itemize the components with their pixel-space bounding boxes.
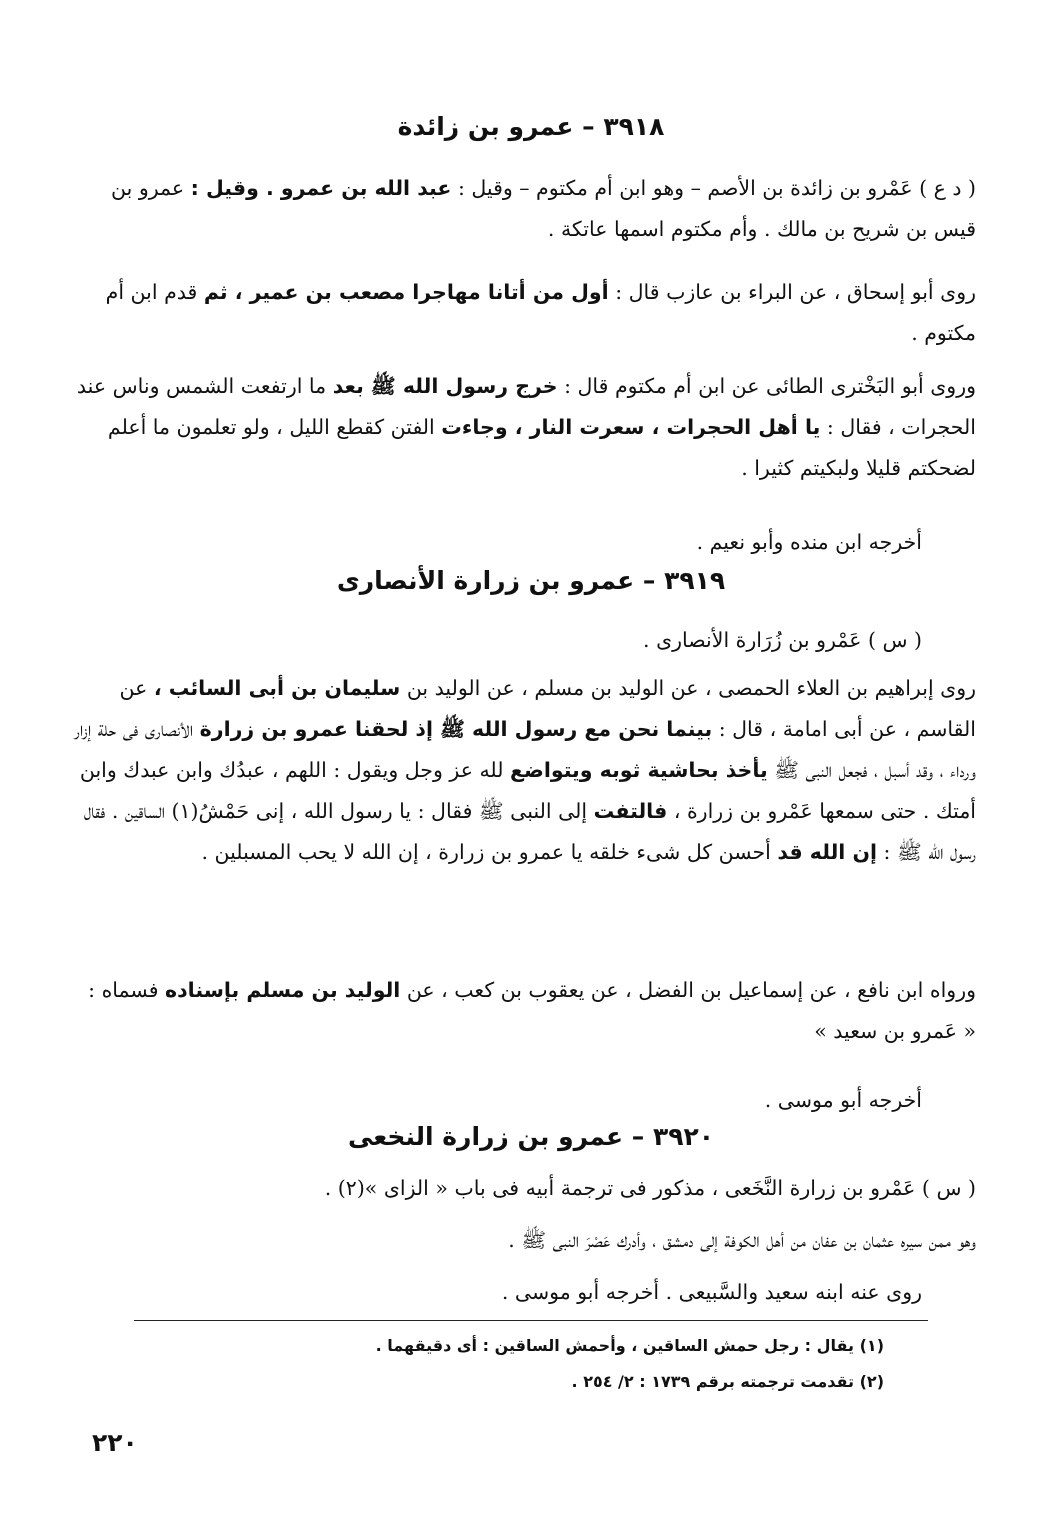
entry-3918-para-2: [70, 272, 976, 354]
entry-3918-para-3: [70, 366, 976, 489]
bold-run: إن الله قد: [777, 840, 877, 864]
page-number: ٢٢٠: [92, 1428, 138, 1457]
text-run: أخرجه ابن منده وأبو نعيم .: [696, 530, 922, 554]
text-run: ( د ع ) عَمْرو بن زائدة بن الأصم – وهو ابن أم مكتوم – وقيل :: [451, 176, 976, 200]
entry-3918-para-1: [70, 168, 976, 250]
text-run: ( س ) عَمْرو بن زُرَارة الأنصارى .: [643, 628, 922, 652]
entry-3919-para-1: [70, 620, 922, 661]
text-run: روى إبراهيم بن العلاء الحمصى ، عن الوليد بن مسلم ، عن الوليد بن: [400, 676, 976, 700]
bold-run: فالتفت: [593, 799, 668, 823]
bold-run: يا أهل الحجرات ، سعرت النار ، وجاءت: [441, 415, 821, 439]
text-run: الأنصارى فى حلة إزار ورداء ، وقد أسبل ، فجعل النبى ﷺ: [74, 717, 976, 782]
bold-run: خرج رسول الله ﷺ بعد: [332, 374, 558, 398]
entry-3919-para-2: [70, 668, 976, 873]
text-run: لله عز وجل ويقول : اللهم ، عبدُك وابن عبدك وابن أمتك . حتى سمعها عَمْرو بن زرارة ،: [79, 758, 976, 823]
footnote-2: (٢) تقدمت ترجمته برقم ١٧٣٩ : ٢/ ٢٥٤ .: [571, 1372, 884, 1391]
text-run: إلى النبى ﷺ فقال : يا رسول الله ، إنى حَمْشُ(١) الساقين . فقال رسول الله ﷺ :: [83, 799, 976, 864]
text-run: روى أبو إسحاق ، عن البراء بن عازب قال :: [608, 280, 976, 304]
text-run: قدم ابن أم مكتوم .: [105, 280, 976, 345]
footnote-separator: [134, 1320, 928, 1321]
text-run: ( س ) عَمْرو بن زرارة النَّخَعى ، مذكور فى ترجمة أبيه فى باب « الزاى »(٢) .: [324, 1176, 976, 1200]
entry-heading-3919: ٣٩١٩ – عمرو بن زرارة الأنصارى: [336, 566, 726, 595]
bold-run: بينما نحن مع رسول الله ﷺ إذ لحقنا عمرو بن زرارة: [199, 717, 713, 741]
text-run: ما ارتفعت الشمس وناس عند الحجرات ، فقال :: [76, 374, 976, 439]
text-run: الفتن كقطع الليل ، ولو تعلمون ما أعلم لضحكتم قليلا ولبكيتم كثيرا .: [107, 415, 976, 480]
entry-heading-3920: ٣٩٢٠ – عمرو بن زرارة النخعى: [348, 1122, 714, 1151]
entry-heading-3918: ٣٩١٨ – عمرو بن زائدة: [397, 112, 665, 141]
text-run: ورواه ابن نافع ، عن إسماعيل بن الفضل ، عن يعقوب بن كعب ، عن: [400, 978, 976, 1002]
entry-3920-para-3: [70, 1272, 922, 1313]
text-run: وهو ممن سيره عثمان بن عفان من أهل الكوفة إلى دمشق ، وأدرك عَصْرَ النبى ﷺ .: [508, 1228, 976, 1252]
entry-3919-para-4: [70, 1080, 922, 1121]
bold-run: يأخذ بحاشية ثوبه ويتواضع: [510, 758, 768, 782]
text-run: وروى أبو البَخْترى الطائى عن ابن أم مكتوم قال :: [557, 374, 976, 398]
text-run: عمرو بن قيس بن شريح بن مالك . وأم مكتوم اسمها عاتكة .: [111, 176, 976, 241]
entry-3919-para-3: [70, 970, 976, 1052]
bold-run: عبد الله بن عمرو . وقيل :: [190, 176, 452, 200]
text-run: أخرجه أبو موسى .: [764, 1088, 922, 1112]
bold-run: سليمان بن أبى السائب ،: [153, 676, 401, 700]
footnote-1: (١) يقال : رجل حمش الساقين ، وأحمش الساقين : أى دقيقهما .: [375, 1336, 884, 1355]
entry-3920-para-1: [70, 1168, 976, 1209]
bold-run: أول من أتانا مهاجرا مصعب بن عمير ، ثم: [203, 280, 609, 304]
text-run: عن القاسم ، عن أبى امامة ، قال :: [119, 676, 976, 741]
text-run: أحسن كل شىء خلقه يا عمرو بن زرارة ، إن الله لا يحب المسبلين .: [201, 840, 778, 864]
bold-run: الوليد بن مسلم بإسناده: [165, 978, 401, 1002]
entry-3920-para-2: [70, 1220, 976, 1261]
entry-3918-para-4: [70, 522, 922, 563]
text-run: فسماه : « عَمرو بن سعيد »: [88, 978, 976, 1043]
text-run: روى عنه ابنه سعيد والسَّبيعى . أخرجه أبو موسى .: [501, 1280, 922, 1304]
